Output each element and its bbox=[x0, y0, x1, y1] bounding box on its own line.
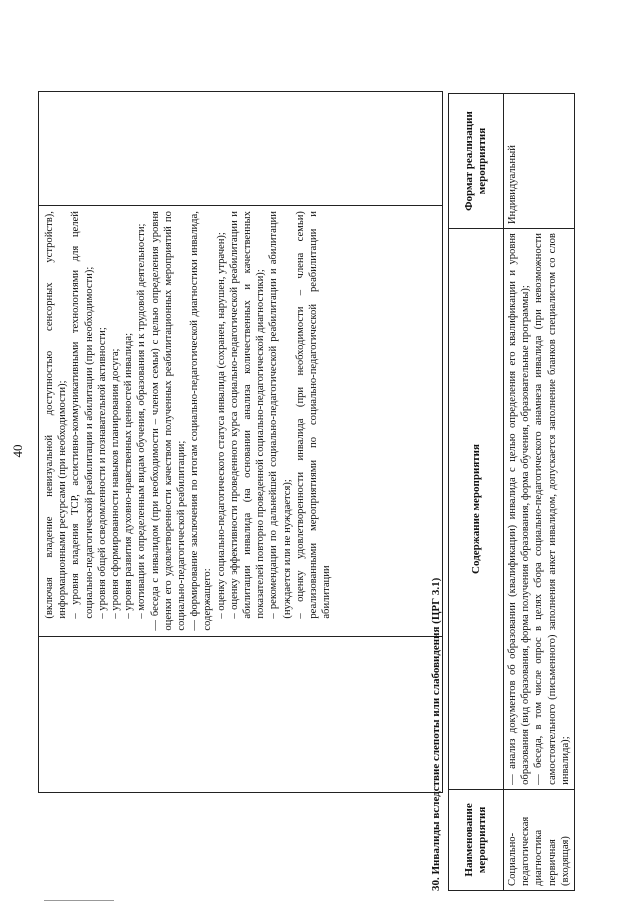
continuation-paragraph: – оценку удовлетворенности инвалида (при необходимости – члена семьи) реализованными мероприятиями по социально-педагогической реабилитации и абилитации bbox=[294, 211, 333, 619]
measure-format: Индивидуальный bbox=[504, 94, 575, 229]
table-row bbox=[504, 94, 575, 891]
continuation-paragraph: – рекомендации по дальнейшей социально-педагогической реабилитации и абилитации (нуждается или не нуждается); bbox=[268, 211, 293, 619]
content-paragraph: — анализ документов об образовании (квалификации) инвалида с целью определения его квалификации и уровня образования (вид образования, форма получения образования, форма обучения, образовательные программы); bbox=[507, 233, 532, 785]
content-cell bbox=[39, 206, 443, 637]
continuation-text bbox=[40, 207, 333, 635]
header-content: Содержание мероприятия bbox=[449, 229, 504, 790]
continuation-paragraph: — беседа с инвалидом (при необходимости – членом семьи) с целью определения уровня оценки его удовлетворенности качеством полученных реабилитационных мероприятий по социально-педагогической реабилитации; bbox=[149, 211, 188, 631]
section-heading: 30. Инвалиды вследствие слепоты или слабовидения (ЦРГ 3.1) bbox=[430, 577, 442, 891]
content-paragraph: — беседа, в том числе опрос в целях сбора социально-педагогического анамнеза инвалида (при невозможности самостоятельного (письменного) заполнения анкет инвалидом, допускается заполнение бланков специалистом со слов инвалида); bbox=[533, 233, 571, 785]
continuation-paragraph: (включая владение невизуальной доступностью сенсорных устройств), информационными ресурсами (при необходимости); bbox=[44, 211, 69, 619]
continuation-paragraph: – уровня развития духовно-нравственных ценностей инвалида; bbox=[123, 332, 135, 619]
continuation-paragraph: – уровня общей осведомленности и познавательной активности; bbox=[96, 327, 108, 619]
measure-content-text bbox=[506, 233, 572, 785]
header-format: Формат реализации мероприятия bbox=[449, 94, 504, 229]
table-row bbox=[39, 92, 443, 793]
header-row bbox=[449, 94, 504, 891]
continuation-paragraph: – мотивации к определенным видам обучения, образования и к трудовой деятельности; bbox=[136, 223, 148, 619]
continuation-paragraph: – уровня владения ТСР, ассистивно-коммуникативными технологиями для целей социально-педагогической реабилитации и абилитации (при необходимости); bbox=[70, 211, 95, 619]
continuation-paragraph: – оценку социально-педагогического статуса инвалида (сохранен, нарушен, утрачен); bbox=[215, 232, 227, 619]
scan-edge-mark bbox=[44, 882, 114, 901]
page-number: 40 bbox=[10, 444, 25, 458]
name-cell-empty bbox=[39, 636, 443, 792]
continuation-paragraph: – оценку эффективности проведенного курса социально-педагогической реабилитации и абилитации инвалида (на основании анализа количественных и качественных показателей повторно проведенной социально-педагогической диагностики); bbox=[228, 211, 267, 619]
continuation-paragraph: — формирование заключения по итогам социально-педагогической диагностики инвалида, содержащего: bbox=[189, 211, 214, 631]
header-name: Наименование мероприятия bbox=[449, 789, 504, 890]
measure-name: Социально-педагогическая диагностика первичная (входящая) bbox=[504, 789, 575, 890]
continuation-paragraph: – уровня сформированности навыков планирования досуга; bbox=[110, 348, 122, 619]
continuation-table bbox=[38, 91, 443, 793]
measure-content bbox=[504, 229, 575, 790]
measures-table bbox=[448, 93, 575, 891]
format-cell-empty bbox=[39, 92, 443, 206]
